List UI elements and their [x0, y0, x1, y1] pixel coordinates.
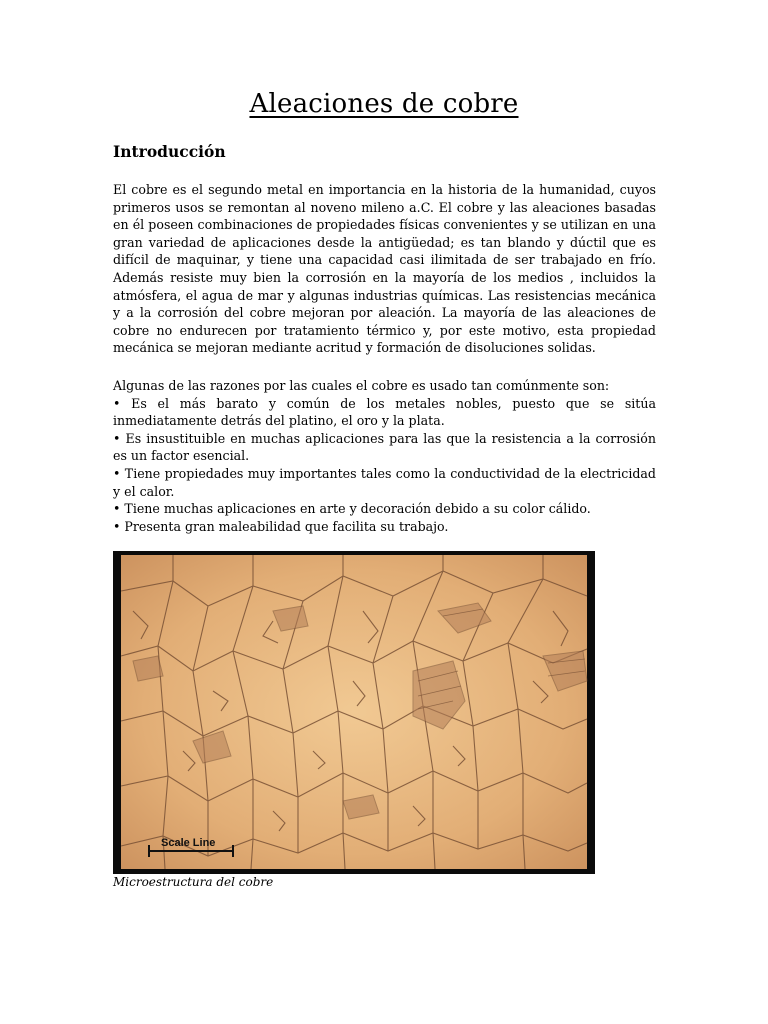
copper-microstructure-image [113, 551, 595, 874]
list-item: • Presenta gran maleabilidad que facilita su trabajo. [113, 518, 449, 534]
intro-paragraph: El cobre es el segundo metal en importancia en la historia de la humanidad, cuyos primeros usos se remontan al noveno mileno a.C. El cobre y las aleaciones basadas en él poseen combinaciones de propiedades físicas convenientes y se utilizan en una gran variedad de aplicaciones desde la antigüedad; es tan blando y dúctil que es difícil de maquinar, y tiene una capacidad casi ilimitada de ser trabajado en frío. Además resiste muy bien la corrosión en la mayoría de los medios , incluidos la atmósfera, el agua de mar y algunas industrias químicas. Las resistencias mecánica y a la corrosión del cobre mejoran por aleación. La mayoría de las aleaciones de cobre no endurecen por tratamiento térmico y, por este motivo, esta propiedad mecánica se mejoran mediante acritud y formación de disoluciones solidas. [113, 182, 656, 356]
figure-caption: Microestructura del cobre [113, 875, 274, 889]
scale-label: Scale Line [161, 837, 216, 849]
reasons-list [113, 377, 656, 535]
section-heading-introduccion: Introducción [113, 142, 226, 161]
document-title: Aleaciones de cobre [249, 89, 519, 119]
microstructure-graphic [113, 551, 595, 874]
reasons-list-intro: Algunas de las razones por las cuales el cobre es usado tan comúnmente son: [113, 378, 610, 393]
list-item: • Es insustituible en muchas aplicaciones para las que la resistencia a la corrosión es un factor esencial. [113, 430, 656, 464]
micrograph-area [121, 555, 587, 869]
list-item: • Tiene propiedades muy importantes tales como la conductividad de la electricidad y el calor. [113, 465, 656, 499]
list-item: • Tiene muchas aplicaciones en arte y decoración debido a su color cálido. [113, 501, 591, 517]
list-item: • Es el más barato y común de los metales nobles, puesto que se sitúa inmediatamente detrás del platino, el oro y la plata. [113, 395, 656, 429]
